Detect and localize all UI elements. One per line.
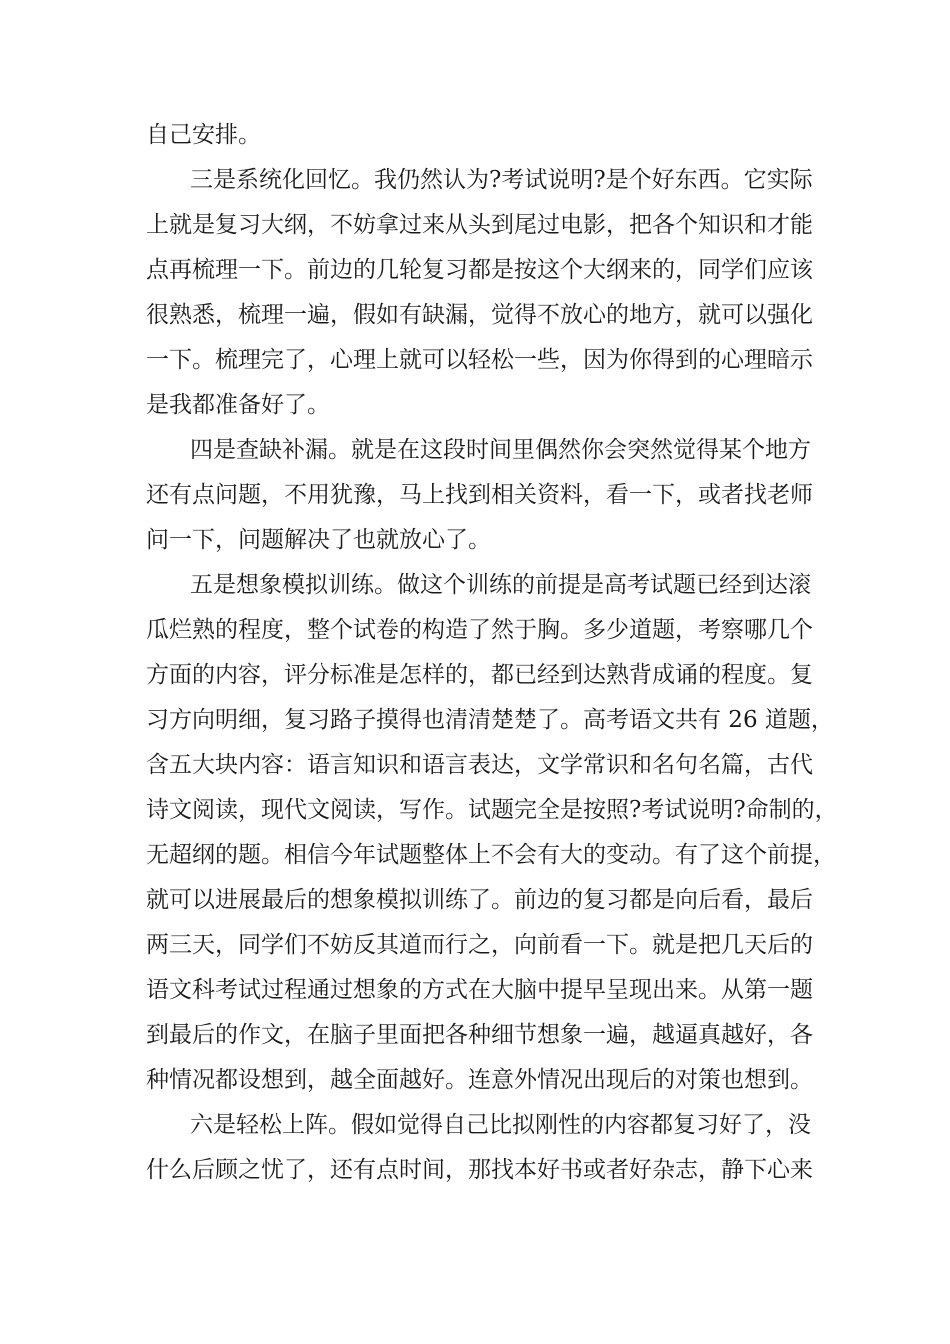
text-line: 瓜烂熟的程度，整个试卷的构造了然于胸。多少道题，考察哪几个 [146,617,813,643]
text-line: 什么后顾之忧了，还有点时间，那找本好书或者好杂志，静下心来 [146,1157,813,1183]
text-line: 一下。梳理完了，心理上就可以轻松一些，因为你得到的心理暗示 [146,347,813,373]
paragraph-start-line: 四是查缺补漏。就是在这段时间里偶然你会突然觉得某个地方 [190,437,811,463]
text-line: 习方向明细，复习路子摸得也清清楚楚了。高考语文共有 26 道题， [146,707,834,733]
text-line: 问一下，问题解决了也就放心了。 [146,527,491,553]
text-line: 两三天，同学们不妨反其道而行之，向前看一下。就是把几天后的 [146,932,813,958]
paragraph-start-line: 六是轻松上阵。假如觉得自己比拟刚性的内容都复习好了，没 [190,1112,811,1138]
paragraph-start-line: 五是想象模拟训练。做这个训练的前提是高考试题已经到达滚 [190,572,811,598]
text-line: 是我都准备好了。 [146,392,330,418]
text-line: 诗文阅读，现代文阅读，写作。试题完全是按照?考试说明?命制的， [146,797,838,823]
text-line: 很熟悉，梳理一遍，假如有缺漏，觉得不放心的地方，就可以强化 [146,302,813,328]
text-line: 到最后的作文，在脑子里面把各种细节想象一遍，越逼真越好，各 [146,1022,813,1048]
paragraph-start-line: 三是系统化回忆。我仍然认为?考试说明?是个好东西。它实际 [190,167,813,193]
text-line: 自己安排。 [146,122,261,148]
text-line: 语文科考试过程通过想象的方式在大脑中提早呈现出来。从第一题 [146,977,813,1003]
text-line: 种情况都设想到，越全面越好。连意外情况出现后的对策也想到。 [146,1067,813,1093]
text-line: 就可以进展最后的想象模拟训练了。前边的复习都是向后看，最后 [146,887,813,913]
text-line: 含五大块内容：语言知识和语言表达，文学常识和名句名篇，古代 [146,752,813,778]
text-line: 无超纲的题。相信今年试题整体上不会有大的变动。有了这个前提， [146,842,836,868]
text-line: 点再梳理一下。前边的几轮复习都是按这个大纲来的，同学们应该 [146,257,813,283]
text-line: 上就是复习大纲，不妨拿过来从头到尾过电影，把各个知识和才能 [146,212,813,238]
text-line: 方面的内容，评分标准是怎样的，都已经到达熟背成诵的程度。复 [146,662,813,688]
text-line: 还有点问题，不用犹豫，马上找到相关资料，看一下，或者找老师 [146,482,813,508]
